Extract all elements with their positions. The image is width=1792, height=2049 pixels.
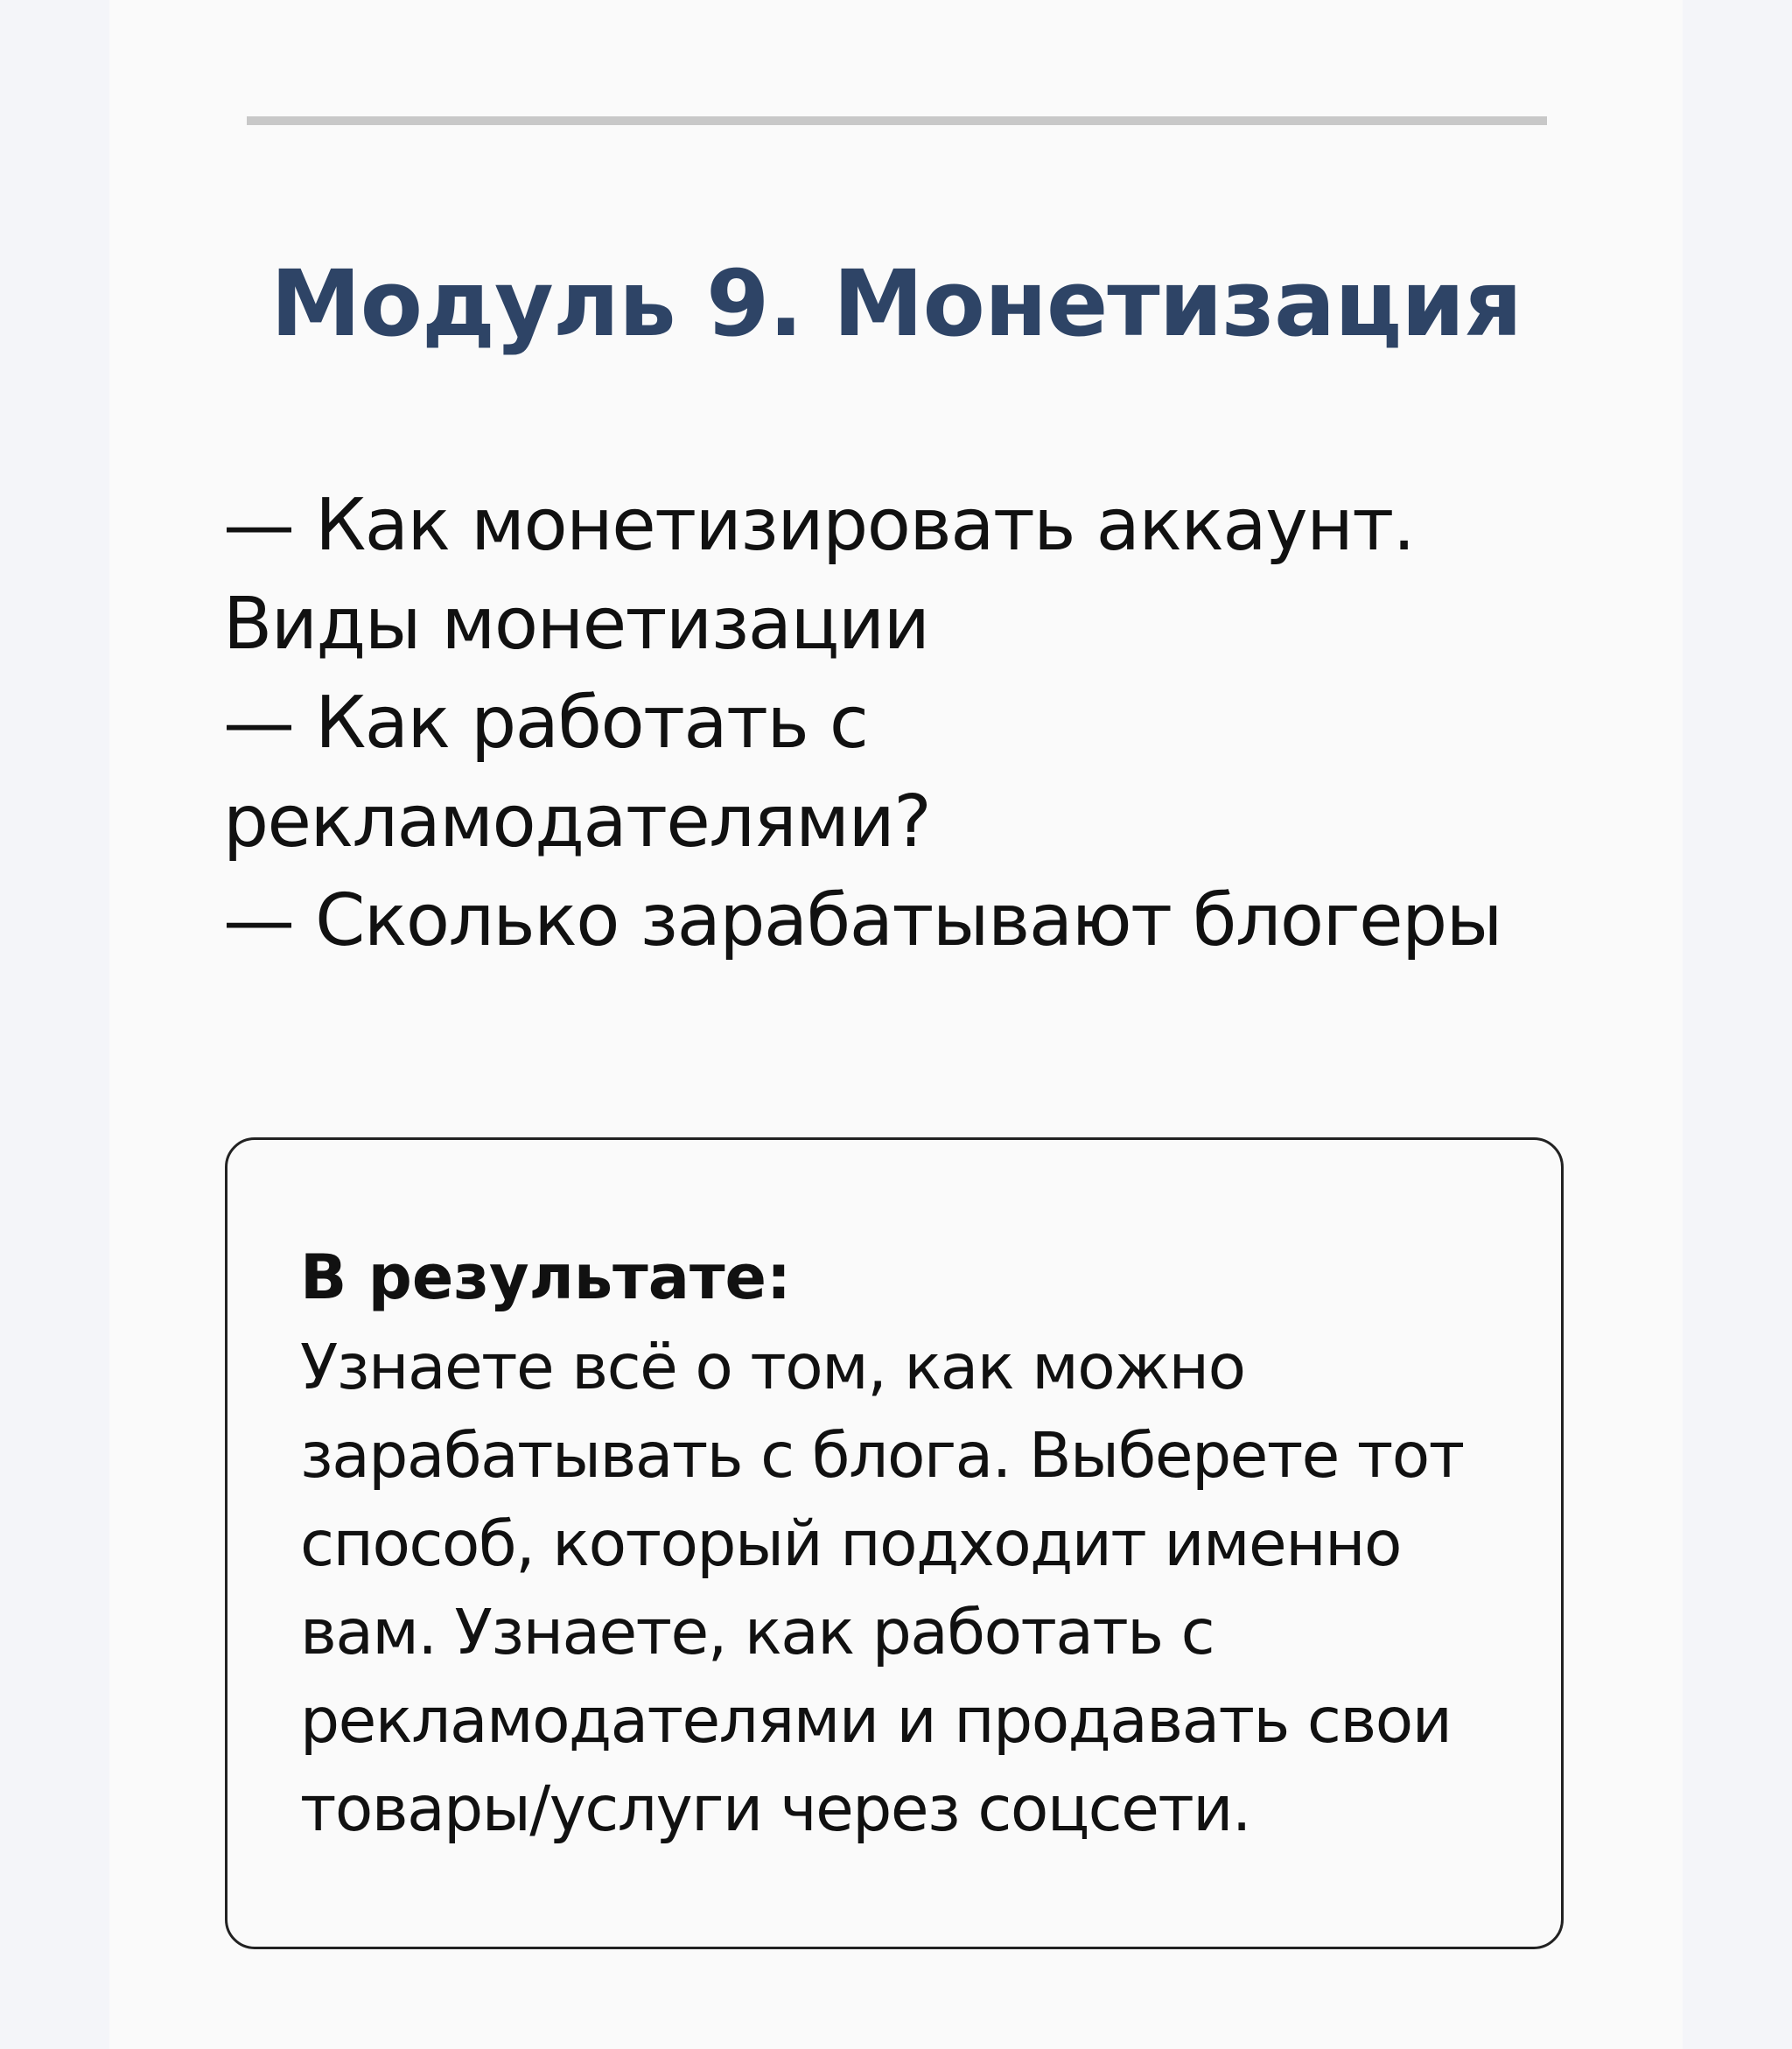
topic-line: рекламодателями? <box>223 780 931 864</box>
result-line: Узнаете всё о том, как можно <box>300 1331 1245 1403</box>
topics-list <box>223 476 1588 970</box>
module-card <box>109 0 1683 2049</box>
result-line: рекламодателями и продавать свои <box>300 1684 1452 1757</box>
result-line: зарабатывать с блога. Выберете тот <box>300 1419 1464 1492</box>
result-line: товары/услуги через соцсети. <box>300 1773 1250 1845</box>
top-divider <box>247 116 1547 125</box>
result-description <box>300 1323 1525 1853</box>
topic-line: Виды монетизации <box>223 583 929 666</box>
result-box <box>225 1137 1564 1949</box>
module-title: Модуль 9. Монетизация <box>270 250 1522 357</box>
topic-line: — Как работать с <box>223 682 868 765</box>
result-heading: В результате: <box>300 1241 791 1313</box>
topic-line: — Сколько зарабатывают блогеры <box>223 879 1502 962</box>
result-line: вам. Узнаете, как работать с <box>300 1596 1214 1668</box>
topic-line: — Как монетизировать аккаунт. <box>223 484 1415 567</box>
result-line: способ, который подходит именно <box>300 1507 1401 1580</box>
